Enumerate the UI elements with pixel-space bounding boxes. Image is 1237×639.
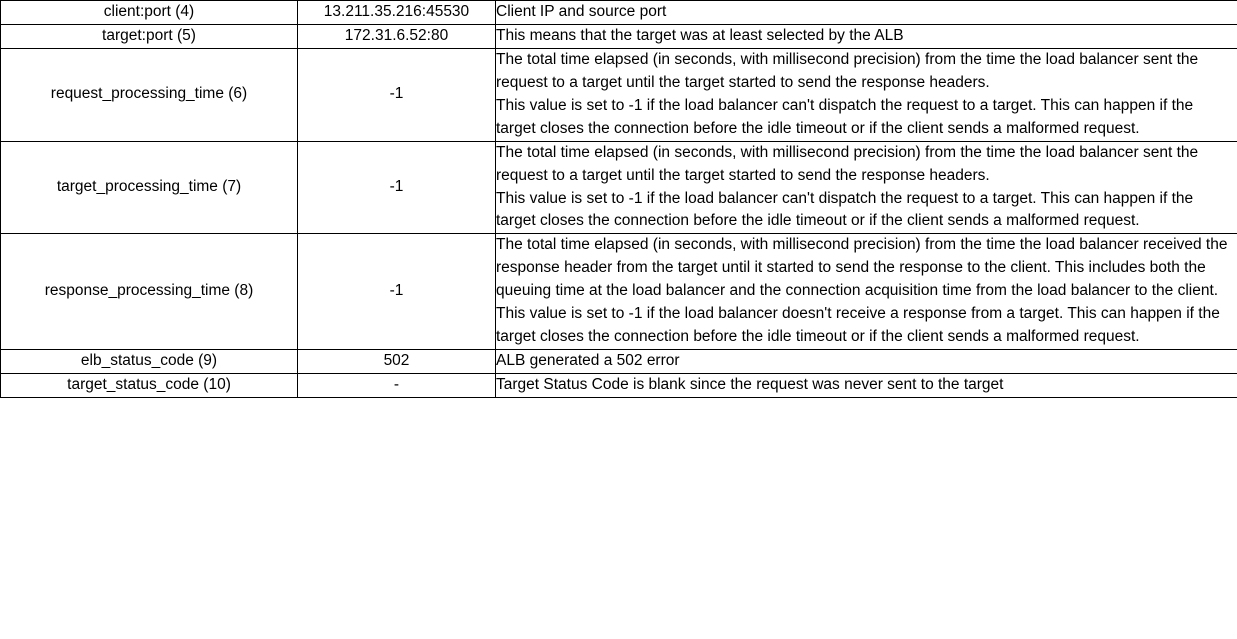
description-paragraph: ALB generated a 502 error bbox=[496, 352, 680, 370]
field-value-cell: 502 bbox=[298, 350, 496, 374]
field-description-cell bbox=[496, 48, 1237, 141]
field-name-cell: request_processing_time (6) bbox=[1, 48, 298, 141]
field-description-cell bbox=[496, 141, 1237, 234]
table-row bbox=[1, 48, 1237, 141]
field-description-cell bbox=[496, 1, 1237, 25]
field-value-cell: 13.211.35.216:45530 bbox=[298, 1, 496, 25]
description-paragraph: The total time elapsed (in seconds, with millisecond precision) from the time the load balancer received the response header from the target until it started to send the response to the client. This includes both the queuing time at the load balancer and the connection acquisition time from the load balancer to the client. bbox=[496, 236, 1228, 300]
field-description-cell bbox=[496, 374, 1237, 398]
table-row bbox=[1, 350, 1237, 374]
description-paragraph: This value is set to -1 if the load balancer can't dispatch the request to a target. This can happen if the target closes the connection before the idle timeout or if the client sends a malformed request. bbox=[496, 189, 1194, 230]
table-row bbox=[1, 24, 1237, 48]
field-name-cell: target_status_code (10) bbox=[1, 374, 298, 398]
table-row bbox=[1, 1, 1237, 25]
description-paragraph: The total time elapsed (in seconds, with millisecond precision) from the time the load balancer sent the request to a target until the target started to send the response headers. bbox=[496, 143, 1199, 184]
field-value-cell: -1 bbox=[298, 234, 496, 350]
table-row bbox=[1, 374, 1237, 398]
description-paragraph: Client IP and source port bbox=[496, 3, 667, 20]
table-row bbox=[1, 234, 1237, 350]
description-paragraph: The total time elapsed (in seconds, with millisecond precision) from the time the load balancer sent the request to a target until the target started to send the response headers. bbox=[496, 50, 1199, 91]
field-value-cell: -1 bbox=[298, 48, 496, 141]
field-name-cell: target_processing_time (7) bbox=[1, 141, 298, 234]
field-name-cell: client:port (4) bbox=[1, 1, 298, 25]
description-paragraph: This means that the target was at least selected by the ALB bbox=[496, 26, 904, 44]
field-description-cell bbox=[496, 24, 1237, 48]
field-name-cell: elb_status_code (9) bbox=[1, 350, 298, 374]
table-row bbox=[1, 141, 1237, 234]
field-description-cell bbox=[496, 234, 1237, 350]
field-value-cell: -1 bbox=[298, 141, 496, 234]
description-paragraph: This value is set to -1 if the load balancer can't dispatch the request to a target. This can happen if the target closes the connection before the idle timeout or if the client sends a malformed request. bbox=[496, 96, 1194, 137]
field-value-cell: - bbox=[298, 374, 496, 398]
field-value-cell: 172.31.6.52:80 bbox=[298, 24, 496, 48]
field-name-cell: target:port (5) bbox=[1, 24, 298, 48]
description-paragraph: Target Status Code is blank since the request was never sent to the target bbox=[496, 376, 1004, 393]
field-description-cell bbox=[496, 350, 1237, 374]
description-paragraph: This value is set to -1 if the load balancer doesn't receive a response from a target. This can happen if the target closes the connection before the idle timeout or if the client sends a malformed request. bbox=[496, 305, 1220, 346]
field-name-cell: response_processing_time (8) bbox=[1, 234, 298, 350]
table-body bbox=[1, 1, 1237, 398]
